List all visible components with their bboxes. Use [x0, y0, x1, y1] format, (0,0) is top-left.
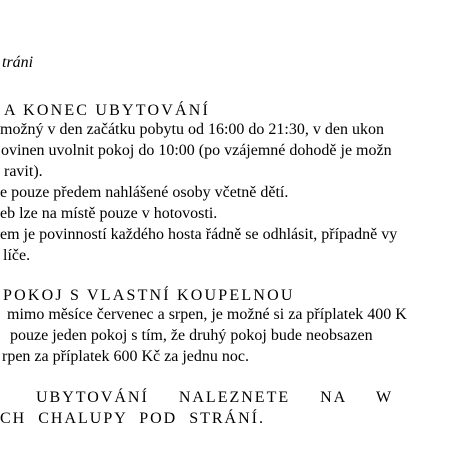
- room-line-2: pouze jeden pokoj s tím, že druhý pokoj bude neobsazen: [10, 327, 373, 344]
- footer-line-1: UBYTOVÁNÍ NALEZNETE NA W: [36, 389, 394, 406]
- section-heading-checkin: A KONEC UBYTOVÁNÍ: [4, 102, 210, 119]
- footer-line-2: CH CHALUPY POD STRÁNÍ.: [0, 410, 265, 427]
- section-heading-room: POKOJ S VLASTNÍ KOUPELNOU: [3, 287, 295, 304]
- checkin-line-4: e pouze předem nahlášené osoby včetně dětí.: [0, 184, 289, 201]
- checkin-line-2: ovinen uvolnit pokoj do 10:00 (po vzájemné dohodě je možn: [1, 142, 392, 159]
- checkin-line-1: možný v den začátku pobytu od 16:00 do 21:30, v den ukon: [0, 121, 384, 138]
- checkin-line-7: líče.: [3, 247, 31, 264]
- checkin-line-3: ravit).: [4, 163, 43, 180]
- checkin-line-5: eb lze na místě pouze v hotovosti.: [0, 205, 218, 222]
- room-line-3: rpen za příplatek 600 Kč za jednu noc.: [2, 348, 250, 365]
- checkin-line-6: em je povinností každého hosta řádně se odhlásit, případně vy: [0, 226, 398, 243]
- room-line-1: mimo měsíce červenec a srpen, je možné si za příplatek 400 K: [7, 306, 407, 323]
- document-header: tráni: [2, 54, 34, 71]
